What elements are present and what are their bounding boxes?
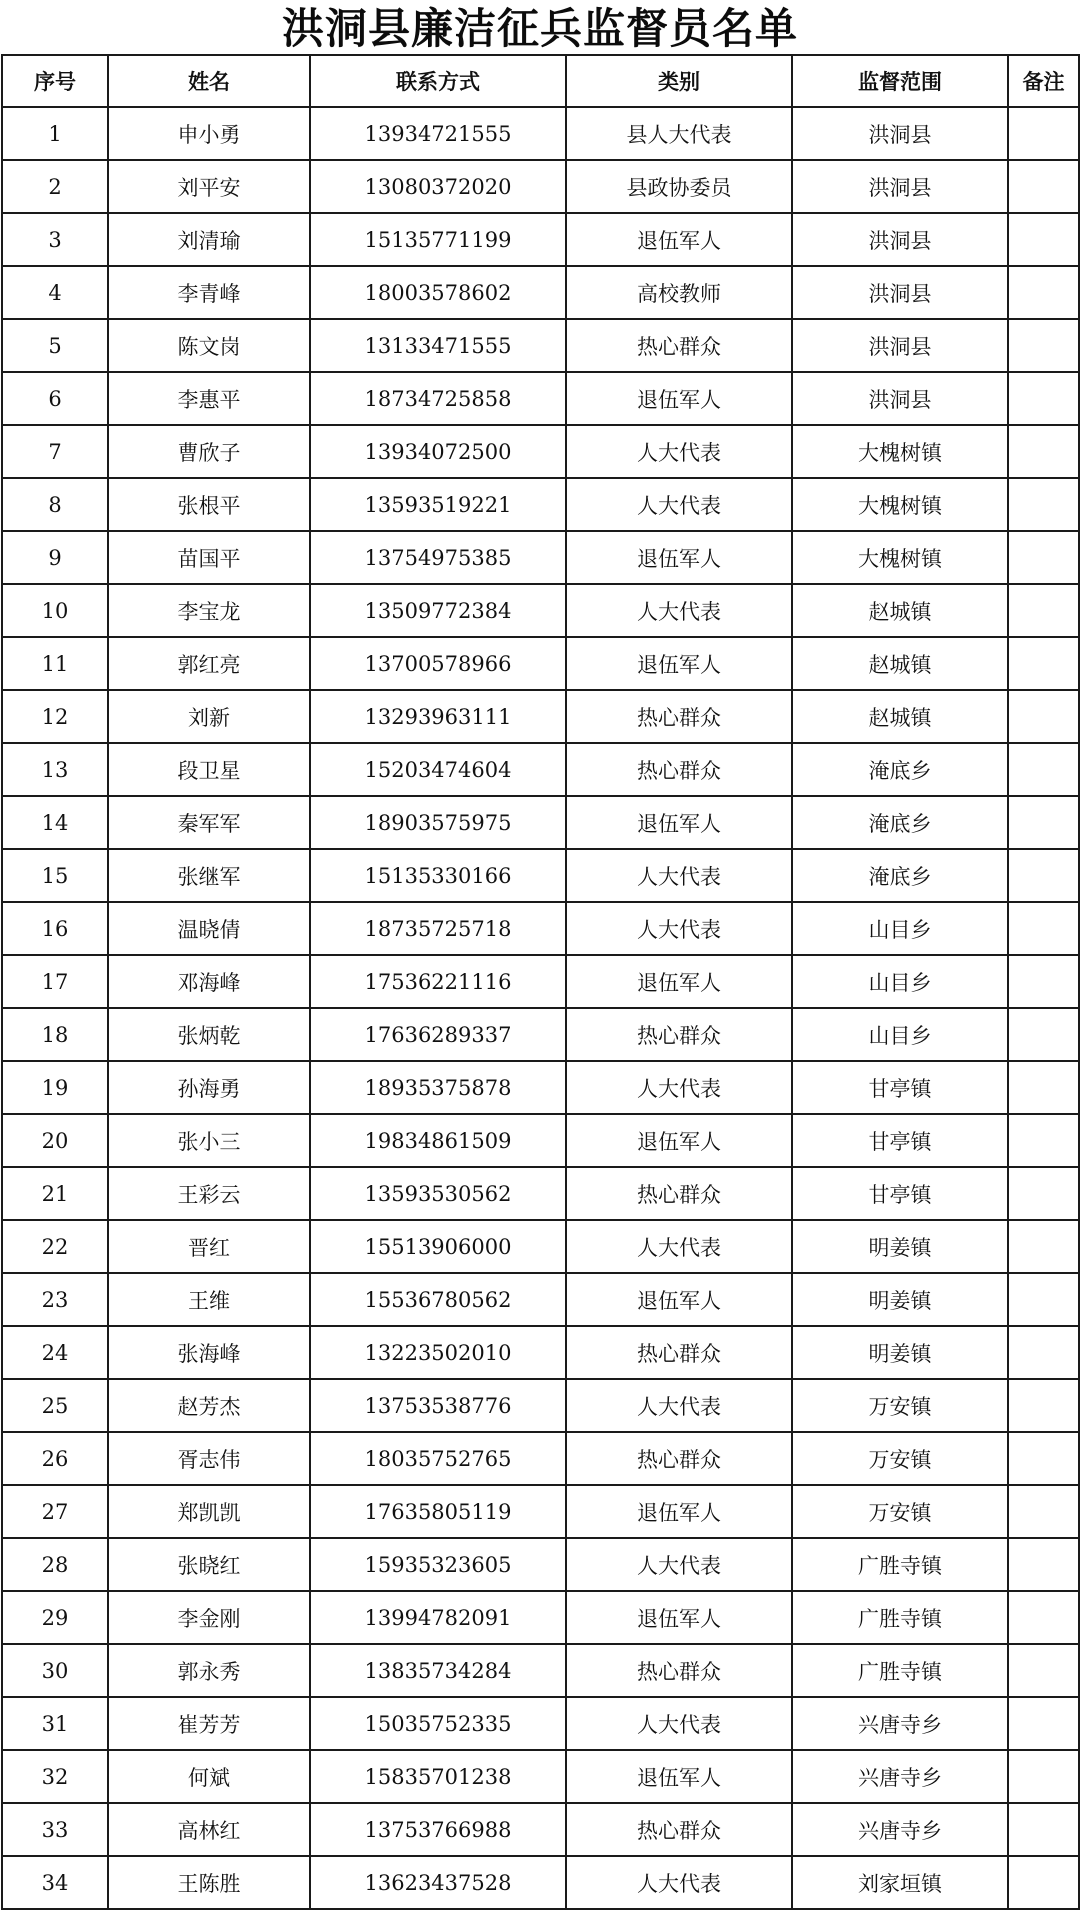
cell-scope: 淹底乡 bbox=[792, 796, 1008, 849]
cell-no: 8 bbox=[2, 478, 108, 531]
cell-no: 2 bbox=[2, 160, 108, 213]
cell-scope: 洪洞县 bbox=[792, 107, 1008, 160]
cell-name: 郭永秀 bbox=[108, 1644, 310, 1697]
cell-category: 热心群众 bbox=[566, 1803, 792, 1856]
cell-phone: 13223502010 bbox=[310, 1326, 566, 1379]
cell-category: 退伍军人 bbox=[566, 955, 792, 1008]
cell-remark bbox=[1008, 584, 1079, 637]
cell-category: 人大代表 bbox=[566, 1061, 792, 1114]
cell-remark bbox=[1008, 1114, 1079, 1167]
cell-phone: 15135330166 bbox=[310, 849, 566, 902]
table-row bbox=[2, 372, 1079, 425]
cell-phone: 13934721555 bbox=[310, 107, 566, 160]
table-row bbox=[2, 849, 1079, 902]
cell-remark bbox=[1008, 478, 1079, 531]
cell-name: 赵芳杰 bbox=[108, 1379, 310, 1432]
cell-scope: 洪洞县 bbox=[792, 372, 1008, 425]
cell-remark bbox=[1008, 319, 1079, 372]
cell-name: 王陈胜 bbox=[108, 1856, 310, 1909]
cell-phone: 18935375878 bbox=[310, 1061, 566, 1114]
table-row bbox=[2, 1061, 1079, 1114]
cell-scope: 广胜寺镇 bbox=[792, 1644, 1008, 1697]
header-no: 序号 bbox=[2, 55, 108, 107]
cell-category: 热心群众 bbox=[566, 743, 792, 796]
cell-category: 退伍军人 bbox=[566, 796, 792, 849]
table-row bbox=[2, 1432, 1079, 1485]
cell-no: 12 bbox=[2, 690, 108, 743]
cell-category: 退伍军人 bbox=[566, 213, 792, 266]
cell-no: 14 bbox=[2, 796, 108, 849]
cell-no: 10 bbox=[2, 584, 108, 637]
cell-phone: 15135771199 bbox=[310, 213, 566, 266]
cell-phone: 13753766988 bbox=[310, 1803, 566, 1856]
cell-remark bbox=[1008, 1538, 1079, 1591]
cell-no: 31 bbox=[2, 1697, 108, 1750]
cell-category: 退伍军人 bbox=[566, 637, 792, 690]
cell-category: 退伍军人 bbox=[566, 372, 792, 425]
table-row bbox=[2, 160, 1079, 213]
cell-category: 退伍军人 bbox=[566, 1273, 792, 1326]
table-row bbox=[2, 690, 1079, 743]
cell-no: 4 bbox=[2, 266, 108, 319]
table-row bbox=[2, 1538, 1079, 1591]
cell-no: 11 bbox=[2, 637, 108, 690]
cell-name: 晋红 bbox=[108, 1220, 310, 1273]
cell-category: 人大代表 bbox=[566, 1538, 792, 1591]
cell-no: 22 bbox=[2, 1220, 108, 1273]
cell-category: 高校教师 bbox=[566, 266, 792, 319]
cell-name: 张海峰 bbox=[108, 1326, 310, 1379]
cell-no: 20 bbox=[2, 1114, 108, 1167]
header-category: 类别 bbox=[566, 55, 792, 107]
table-row bbox=[2, 531, 1079, 584]
table-row bbox=[2, 796, 1079, 849]
cell-category: 退伍军人 bbox=[566, 1750, 792, 1803]
table-row bbox=[2, 1856, 1079, 1909]
cell-phone: 13754975385 bbox=[310, 531, 566, 584]
cell-no: 16 bbox=[2, 902, 108, 955]
cell-no: 13 bbox=[2, 743, 108, 796]
cell-name: 李惠平 bbox=[108, 372, 310, 425]
cell-remark bbox=[1008, 637, 1079, 690]
cell-category: 热心群众 bbox=[566, 1644, 792, 1697]
cell-scope: 广胜寺镇 bbox=[792, 1538, 1008, 1591]
cell-category: 人大代表 bbox=[566, 849, 792, 902]
cell-phone: 13593530562 bbox=[310, 1167, 566, 1220]
cell-scope: 明姜镇 bbox=[792, 1220, 1008, 1273]
cell-name: 段卫星 bbox=[108, 743, 310, 796]
cell-phone: 13593519221 bbox=[310, 478, 566, 531]
table-row bbox=[2, 743, 1079, 796]
cell-phone: 18734725858 bbox=[310, 372, 566, 425]
cell-remark bbox=[1008, 266, 1079, 319]
table-row bbox=[2, 1750, 1079, 1803]
table-row bbox=[2, 266, 1079, 319]
cell-phone: 13700578966 bbox=[310, 637, 566, 690]
cell-category: 热心群众 bbox=[566, 1167, 792, 1220]
cell-name: 曹欣子 bbox=[108, 425, 310, 478]
cell-name: 苗国平 bbox=[108, 531, 310, 584]
header-scope: 监督范围 bbox=[792, 55, 1008, 107]
cell-scope: 甘亭镇 bbox=[792, 1167, 1008, 1220]
table-row bbox=[2, 1591, 1079, 1644]
cell-no: 27 bbox=[2, 1485, 108, 1538]
cell-no: 6 bbox=[2, 372, 108, 425]
table-row bbox=[2, 213, 1079, 266]
cell-remark bbox=[1008, 1485, 1079, 1538]
table-row bbox=[2, 1326, 1079, 1379]
cell-name: 张小三 bbox=[108, 1114, 310, 1167]
table-row bbox=[2, 584, 1079, 637]
cell-scope: 兴唐寺乡 bbox=[792, 1697, 1008, 1750]
cell-category: 人大代表 bbox=[566, 902, 792, 955]
cell-phone: 17536221116 bbox=[310, 955, 566, 1008]
cell-name: 王彩云 bbox=[108, 1167, 310, 1220]
cell-remark bbox=[1008, 743, 1079, 796]
cell-remark bbox=[1008, 531, 1079, 584]
cell-scope: 明姜镇 bbox=[792, 1273, 1008, 1326]
cell-remark bbox=[1008, 1750, 1079, 1803]
header-row bbox=[2, 55, 1079, 107]
cell-category: 县人大代表 bbox=[566, 107, 792, 160]
cell-category: 人大代表 bbox=[566, 425, 792, 478]
cell-phone: 13080372020 bbox=[310, 160, 566, 213]
cell-phone: 15835701238 bbox=[310, 1750, 566, 1803]
table-row bbox=[2, 1008, 1079, 1061]
cell-no: 7 bbox=[2, 425, 108, 478]
table-row bbox=[2, 1379, 1079, 1432]
cell-scope: 大槐树镇 bbox=[792, 425, 1008, 478]
cell-scope: 明姜镇 bbox=[792, 1326, 1008, 1379]
cell-remark bbox=[1008, 1167, 1079, 1220]
cell-name: 秦军军 bbox=[108, 796, 310, 849]
cell-remark bbox=[1008, 1591, 1079, 1644]
cell-scope: 赵城镇 bbox=[792, 690, 1008, 743]
cell-scope: 甘亭镇 bbox=[792, 1114, 1008, 1167]
cell-name: 张继军 bbox=[108, 849, 310, 902]
cell-phone: 13994782091 bbox=[310, 1591, 566, 1644]
cell-no: 19 bbox=[2, 1061, 108, 1114]
cell-category: 人大代表 bbox=[566, 1379, 792, 1432]
cell-no: 3 bbox=[2, 213, 108, 266]
table-row bbox=[2, 637, 1079, 690]
cell-no: 34 bbox=[2, 1856, 108, 1909]
table-row bbox=[2, 1273, 1079, 1326]
table-row bbox=[2, 902, 1079, 955]
header-phone: 联系方式 bbox=[310, 55, 566, 107]
cell-name: 郭红亮 bbox=[108, 637, 310, 690]
cell-scope: 淹底乡 bbox=[792, 743, 1008, 796]
cell-phone: 18903575975 bbox=[310, 796, 566, 849]
cell-no: 23 bbox=[2, 1273, 108, 1326]
cell-scope: 赵城镇 bbox=[792, 584, 1008, 637]
cell-name: 何斌 bbox=[108, 1750, 310, 1803]
cell-no: 30 bbox=[2, 1644, 108, 1697]
cell-name: 温晓倩 bbox=[108, 902, 310, 955]
cell-category: 退伍军人 bbox=[566, 531, 792, 584]
cell-name: 李青峰 bbox=[108, 266, 310, 319]
cell-category: 热心群众 bbox=[566, 1326, 792, 1379]
page-title: 洪洞县廉洁征兵监督员名单 bbox=[281, 4, 798, 53]
cell-category: 热心群众 bbox=[566, 690, 792, 743]
header-name: 姓名 bbox=[108, 55, 310, 107]
cell-scope: 大槐树镇 bbox=[792, 531, 1008, 584]
cell-category: 人大代表 bbox=[566, 584, 792, 637]
cell-name: 胥志伟 bbox=[108, 1432, 310, 1485]
cell-scope: 洪洞县 bbox=[792, 266, 1008, 319]
table-row bbox=[2, 1697, 1079, 1750]
cell-name: 邓海峰 bbox=[108, 955, 310, 1008]
cell-no: 17 bbox=[2, 955, 108, 1008]
cell-scope: 刘家垣镇 bbox=[792, 1856, 1008, 1909]
cell-remark bbox=[1008, 902, 1079, 955]
cell-phone: 17636289337 bbox=[310, 1008, 566, 1061]
cell-phone: 15203474604 bbox=[310, 743, 566, 796]
cell-no: 24 bbox=[2, 1326, 108, 1379]
cell-no: 29 bbox=[2, 1591, 108, 1644]
cell-no: 33 bbox=[2, 1803, 108, 1856]
cell-phone: 15536780562 bbox=[310, 1273, 566, 1326]
cell-scope: 赵城镇 bbox=[792, 637, 1008, 690]
cell-name: 刘新 bbox=[108, 690, 310, 743]
cell-no: 9 bbox=[2, 531, 108, 584]
cell-phone: 13835734284 bbox=[310, 1644, 566, 1697]
table-row bbox=[2, 107, 1079, 160]
cell-category: 退伍军人 bbox=[566, 1591, 792, 1644]
cell-scope: 万安镇 bbox=[792, 1485, 1008, 1538]
cell-remark bbox=[1008, 1379, 1079, 1432]
cell-scope: 淹底乡 bbox=[792, 849, 1008, 902]
cell-no: 25 bbox=[2, 1379, 108, 1432]
cell-remark bbox=[1008, 1697, 1079, 1750]
cell-scope: 山目乡 bbox=[792, 955, 1008, 1008]
cell-name: 张炳乾 bbox=[108, 1008, 310, 1061]
supervisor-table bbox=[1, 54, 1080, 1910]
cell-remark bbox=[1008, 372, 1079, 425]
cell-scope: 万安镇 bbox=[792, 1432, 1008, 1485]
cell-phone: 19834861509 bbox=[310, 1114, 566, 1167]
cell-scope: 甘亭镇 bbox=[792, 1061, 1008, 1114]
table-row bbox=[2, 1220, 1079, 1273]
cell-remark bbox=[1008, 849, 1079, 902]
table-row bbox=[2, 1485, 1079, 1538]
cell-phone: 15935323605 bbox=[310, 1538, 566, 1591]
cell-phone: 13753538776 bbox=[310, 1379, 566, 1432]
cell-remark bbox=[1008, 1326, 1079, 1379]
cell-scope: 山目乡 bbox=[792, 1008, 1008, 1061]
cell-remark bbox=[1008, 1432, 1079, 1485]
cell-category: 县政协委员 bbox=[566, 160, 792, 213]
table-row bbox=[2, 1114, 1079, 1167]
cell-category: 热心群众 bbox=[566, 1008, 792, 1061]
cell-name: 张根平 bbox=[108, 478, 310, 531]
table-row bbox=[2, 1803, 1079, 1856]
cell-phone: 13934072500 bbox=[310, 425, 566, 478]
cell-phone: 18735725718 bbox=[310, 902, 566, 955]
cell-remark bbox=[1008, 107, 1079, 160]
cell-phone: 13133471555 bbox=[310, 319, 566, 372]
cell-remark bbox=[1008, 1220, 1079, 1273]
cell-remark bbox=[1008, 213, 1079, 266]
cell-no: 21 bbox=[2, 1167, 108, 1220]
table-row bbox=[2, 425, 1079, 478]
cell-scope: 洪洞县 bbox=[792, 160, 1008, 213]
cell-scope: 兴唐寺乡 bbox=[792, 1803, 1008, 1856]
cell-scope: 万安镇 bbox=[792, 1379, 1008, 1432]
cell-no: 15 bbox=[2, 849, 108, 902]
cell-remark bbox=[1008, 1061, 1079, 1114]
cell-no: 32 bbox=[2, 1750, 108, 1803]
cell-phone: 13293963111 bbox=[310, 690, 566, 743]
cell-remark bbox=[1008, 690, 1079, 743]
cell-name: 李金刚 bbox=[108, 1591, 310, 1644]
cell-category: 人大代表 bbox=[566, 1697, 792, 1750]
cell-remark bbox=[1008, 796, 1079, 849]
cell-phone: 15035752335 bbox=[310, 1697, 566, 1750]
cell-no: 28 bbox=[2, 1538, 108, 1591]
cell-scope: 兴唐寺乡 bbox=[792, 1750, 1008, 1803]
cell-remark bbox=[1008, 1803, 1079, 1856]
cell-category: 热心群众 bbox=[566, 1432, 792, 1485]
cell-phone: 18003578602 bbox=[310, 266, 566, 319]
cell-category: 人大代表 bbox=[566, 1856, 792, 1909]
cell-name: 陈文岗 bbox=[108, 319, 310, 372]
cell-name: 张晓红 bbox=[108, 1538, 310, 1591]
cell-category: 热心群众 bbox=[566, 319, 792, 372]
cell-name: 郑凯凯 bbox=[108, 1485, 310, 1538]
cell-phone: 13623437528 bbox=[310, 1856, 566, 1909]
cell-phone: 13509772384 bbox=[310, 584, 566, 637]
cell-phone: 17635805119 bbox=[310, 1485, 566, 1538]
cell-name: 李宝龙 bbox=[108, 584, 310, 637]
table-row bbox=[2, 1644, 1079, 1697]
cell-no: 26 bbox=[2, 1432, 108, 1485]
cell-name: 孙海勇 bbox=[108, 1061, 310, 1114]
cell-category: 人大代表 bbox=[566, 478, 792, 531]
cell-no: 1 bbox=[2, 107, 108, 160]
table-header bbox=[2, 55, 1079, 107]
cell-remark bbox=[1008, 425, 1079, 478]
cell-name: 申小勇 bbox=[108, 107, 310, 160]
cell-remark bbox=[1008, 1644, 1079, 1697]
cell-no: 18 bbox=[2, 1008, 108, 1061]
table-row bbox=[2, 319, 1079, 372]
cell-category: 人大代表 bbox=[566, 1220, 792, 1273]
cell-scope: 山目乡 bbox=[792, 902, 1008, 955]
cell-remark bbox=[1008, 160, 1079, 213]
cell-remark bbox=[1008, 1273, 1079, 1326]
cell-remark bbox=[1008, 1008, 1079, 1061]
cell-phone: 15513906000 bbox=[310, 1220, 566, 1273]
table-row bbox=[2, 478, 1079, 531]
table-row bbox=[2, 1167, 1079, 1220]
cell-name: 崔芳芳 bbox=[108, 1697, 310, 1750]
cell-name: 高林红 bbox=[108, 1803, 310, 1856]
cell-category: 退伍军人 bbox=[566, 1114, 792, 1167]
cell-scope: 大槐树镇 bbox=[792, 478, 1008, 531]
cell-remark bbox=[1008, 1856, 1079, 1909]
cell-remark bbox=[1008, 955, 1079, 1008]
cell-phone: 18035752765 bbox=[310, 1432, 566, 1485]
header-remark: 备注 bbox=[1008, 55, 1079, 107]
table-body bbox=[2, 107, 1079, 1909]
cell-name: 刘平安 bbox=[108, 160, 310, 213]
cell-scope: 洪洞县 bbox=[792, 319, 1008, 372]
cell-scope: 广胜寺镇 bbox=[792, 1591, 1008, 1644]
table-row bbox=[2, 955, 1079, 1008]
cell-no: 5 bbox=[2, 319, 108, 372]
cell-name: 王维 bbox=[108, 1273, 310, 1326]
cell-scope: 洪洞县 bbox=[792, 213, 1008, 266]
cell-name: 刘清瑜 bbox=[108, 213, 310, 266]
cell-category: 退伍军人 bbox=[566, 1485, 792, 1538]
